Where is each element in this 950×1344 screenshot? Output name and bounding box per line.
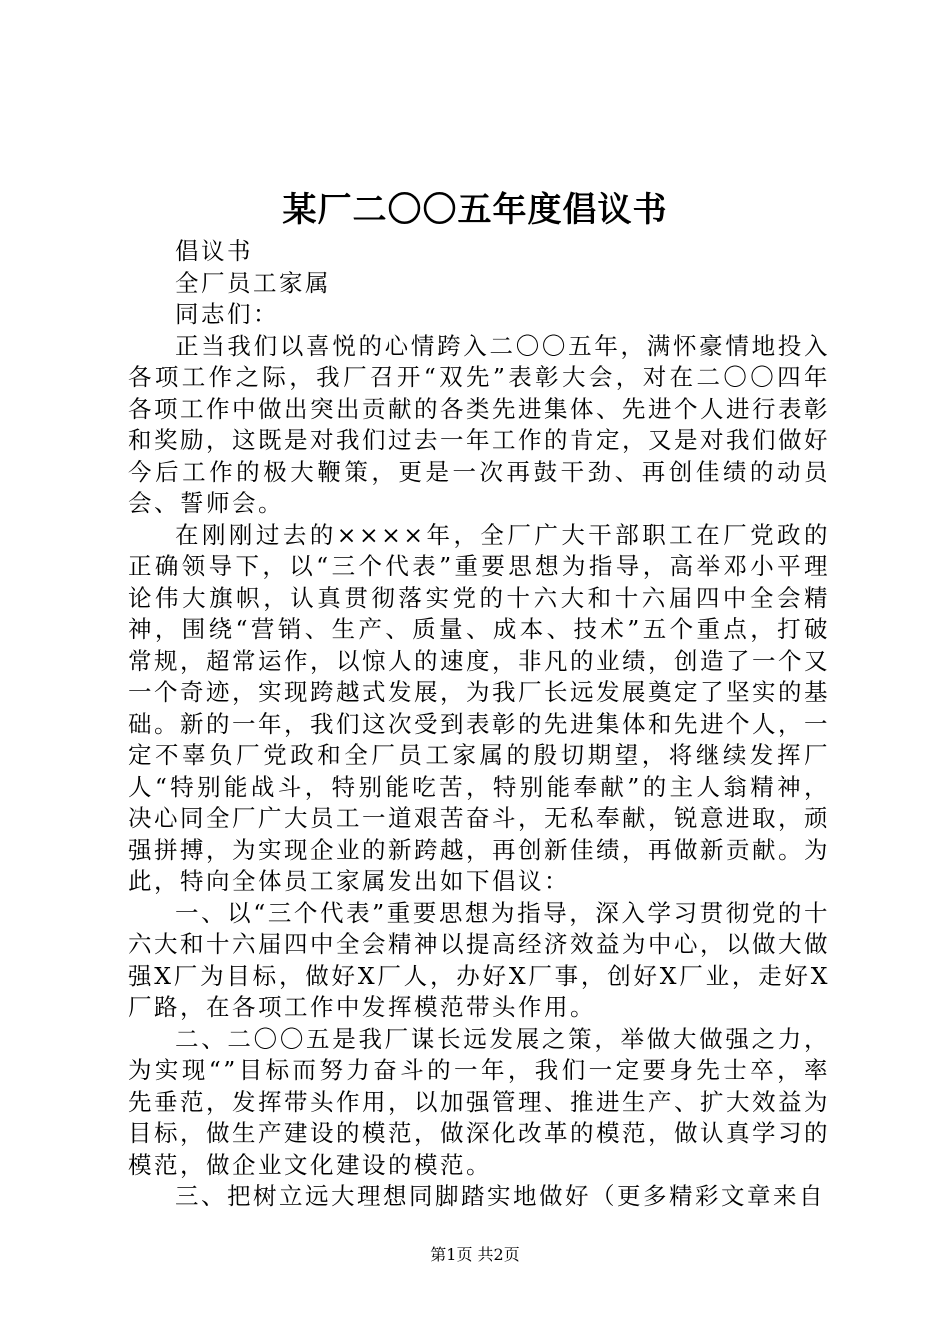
paragraph-proposal-1: 一、以“三个代表”重要思想为指导，深入学习贯彻党的十六大和十六届四中全会精神以提高经济效益为中心，以做大做强X厂为目标，做好X厂人，办好X厂事，创好X厂业，走好X厂路，在各项工作中发挥模范带头作用。	[128, 898, 830, 1021]
greeting-line: 同志们：	[175, 300, 279, 328]
recipient-line: 全厂员工家属	[175, 268, 331, 297]
document-title: 某厂二〇〇五年度倡议书	[282, 190, 668, 230]
page-footer: 第1页 共2页	[430, 1245, 520, 1264]
paragraph-review: 在刚刚过去的××××年，全厂广大干部职工在厂党政的正确领导下，以“三个代表”重要思想为指导，高举邓小平理论伟大旗帜，认真贯彻落实党的十六大和十六届四中全会精神，围绕“营销、生产、质量、成本、技术”五个重点，打破常规，超常运作，以惊人的速度，非凡的业绩，创造了一个又一个奇迹，实现跨越式发展，为我厂长远发展奠定了坚实的基础。新的一年，我们这次受到表彰的先进集体和先进个人，一定不辜负厂党政和全厂员工家属的殷切期望，将继续发挥厂人“特别能战斗，特别能吃苦，特别能奉献”的主人翁精神，决心同全厂广大员工一道艰苦奋斗，无私奉献，锐意进取，顽强拼搏，为实现企业的新跨越，再创新佳绩，再做新贡献。为此，特向全体员工家属发出如下倡议：	[128, 520, 830, 895]
paragraph-intro: 正当我们以喜悦的心情跨入二〇〇五年，满怀豪情地投入各项工作之际，我厂召开“双先”表彰大会，对在二〇〇四年各项工作中做出突出贡献的各类先进集体、先进个人进行表彰和奖励，这既是对我们过去一年工作的肯定，又是对我们做好今后工作的极大鞭策，更是一次再鼓干劲、再创佳绩的动员会、誓师会。	[128, 331, 830, 517]
salutation-heading: 倡议书	[175, 237, 253, 265]
paragraph-proposal-2: 二、二〇〇五是我厂谋长远发展之策，举做大做强之力，为实现“”目标而努力奋斗的一年，我们一定要身先士卒，率先垂范，发挥带头作用，以加强管理、推进生产、扩大效益为目标，做生产建设的模范，做深化改革的模范，做认真学习的模范，做企业文化建设的模范。	[128, 1024, 830, 1179]
document-body	[128, 236, 830, 1213]
paragraph-proposal-3: 三、把树立远大理想同脚踏实地做好（更多精彩文章来自	[175, 1182, 825, 1210]
